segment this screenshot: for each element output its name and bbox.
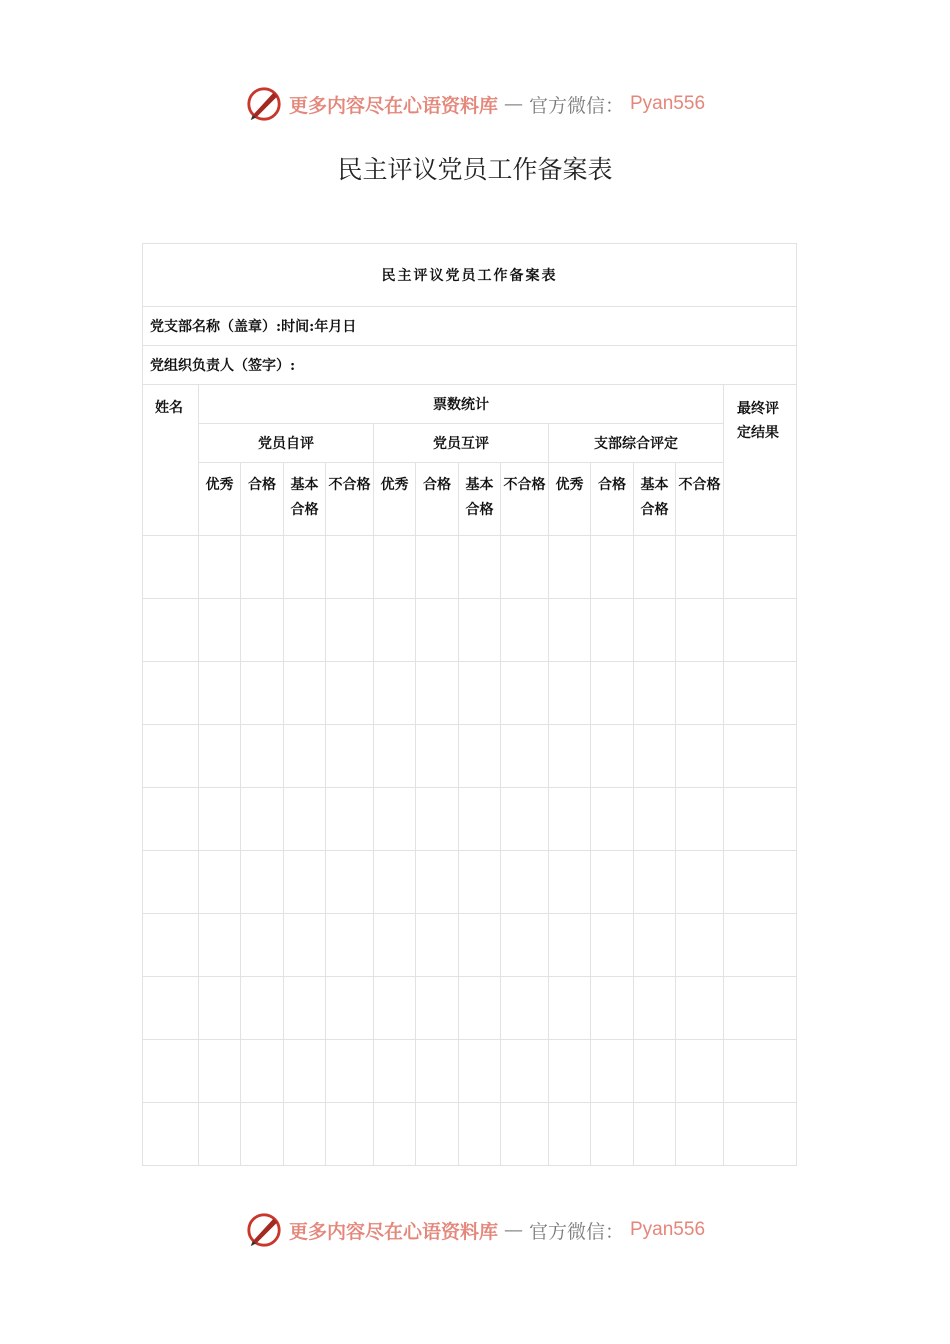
header-peer-review: 党员互评 (374, 424, 549, 463)
table-row (143, 788, 797, 851)
table-cell[interactable] (284, 1103, 326, 1166)
table-row (143, 1040, 797, 1103)
table-cell[interactable] (501, 536, 549, 599)
table-cell[interactable] (416, 1103, 459, 1166)
table-cell[interactable] (416, 977, 459, 1040)
table-cell[interactable] (241, 788, 284, 851)
table-cell[interactable] (241, 725, 284, 788)
grade-excellent: 优秀 (199, 463, 241, 536)
table-cell[interactable] (501, 1040, 549, 1103)
table-cell[interactable] (459, 1103, 501, 1166)
data-rows (143, 536, 797, 1166)
table-cell[interactable] (199, 914, 241, 977)
table-cell[interactable] (374, 788, 416, 851)
grade-basic-qualified: 基本合格 (634, 463, 676, 536)
table-cell[interactable] (549, 1103, 591, 1166)
table-cell[interactable] (416, 914, 459, 977)
table-cell[interactable] (326, 788, 374, 851)
table-cell[interactable] (374, 914, 416, 977)
table-row (143, 1103, 797, 1166)
table-cell[interactable] (374, 599, 416, 662)
table-cell[interactable] (634, 914, 676, 977)
header-final-result: 最终评定结果 (724, 385, 797, 536)
header-self-review: 党员自评 (199, 424, 374, 463)
table-cell[interactable] (501, 788, 549, 851)
table-cell[interactable] (241, 662, 284, 725)
table-cell[interactable] (591, 599, 634, 662)
table-row (143, 536, 797, 599)
form-title: 民主评议党员工作备案表 (143, 244, 797, 307)
table-cell[interactable] (724, 977, 797, 1040)
table-cell[interactable] (241, 851, 284, 914)
table-cell[interactable] (416, 1040, 459, 1103)
grade-unqualified: 不合格 (326, 463, 374, 536)
table-row (143, 977, 797, 1040)
table-cell[interactable] (241, 1040, 284, 1103)
table-cell[interactable] (724, 725, 797, 788)
table-cell[interactable] (724, 1103, 797, 1166)
table-cell[interactable] (241, 1103, 284, 1166)
table-cell[interactable] (549, 977, 591, 1040)
table-cell[interactable] (326, 725, 374, 788)
table-cell[interactable] (459, 851, 501, 914)
table-cell[interactable] (676, 662, 724, 725)
table-cell[interactable] (501, 662, 549, 725)
table-cell[interactable] (241, 914, 284, 977)
table-cell[interactable] (549, 662, 591, 725)
table-cell[interactable] (634, 977, 676, 1040)
grade-basic-qualified: 基本合格 (459, 463, 501, 536)
table-cell[interactable] (459, 599, 501, 662)
table-cell[interactable] (284, 662, 326, 725)
table-cell[interactable] (634, 1103, 676, 1166)
table-cell[interactable] (549, 599, 591, 662)
table-cell[interactable] (374, 662, 416, 725)
table-cell[interactable] (634, 788, 676, 851)
grade-qualified: 合格 (416, 463, 459, 536)
table-cell[interactable] (676, 536, 724, 599)
table-cell[interactable] (459, 1040, 501, 1103)
table-cell[interactable] (284, 977, 326, 1040)
table-cell[interactable] (549, 725, 591, 788)
banner-dash: — (503, 1219, 523, 1241)
table-cell[interactable] (634, 662, 676, 725)
table-cell[interactable] (284, 851, 326, 914)
table-cell[interactable] (591, 536, 634, 599)
branch-name-line[interactable]: 党支部名称（盖章）:时间:年月日 (143, 307, 797, 346)
table-cell[interactable] (374, 851, 416, 914)
table-cell[interactable] (326, 914, 374, 977)
grade-unqualified: 不合格 (676, 463, 724, 536)
table-cell[interactable] (416, 851, 459, 914)
table-cell[interactable] (591, 1103, 634, 1166)
header-banner (0, 84, 950, 124)
table-cell[interactable] (549, 851, 591, 914)
table-cell[interactable] (284, 1040, 326, 1103)
header-branch-review: 支部综合评定 (549, 424, 724, 463)
record-form-table (142, 243, 797, 1166)
table-cell[interactable] (501, 851, 549, 914)
table-cell[interactable] (676, 851, 724, 914)
table-cell[interactable] (501, 977, 549, 1040)
grade-basic-qualified: 基本合格 (284, 463, 326, 536)
table-cell[interactable] (143, 977, 199, 1040)
table-cell[interactable] (591, 725, 634, 788)
table-cell[interactable] (634, 1040, 676, 1103)
table-cell[interactable] (199, 788, 241, 851)
table-row (143, 725, 797, 788)
table-cell[interactable] (143, 725, 199, 788)
table-cell[interactable] (284, 914, 326, 977)
table-cell[interactable] (501, 1103, 549, 1166)
table-cell[interactable] (459, 725, 501, 788)
table-cell[interactable] (416, 662, 459, 725)
footer-banner (0, 1210, 950, 1250)
table-cell[interactable] (374, 536, 416, 599)
table-cell[interactable] (199, 1103, 241, 1166)
table-cell[interactable] (416, 599, 459, 662)
table-cell[interactable] (199, 977, 241, 1040)
table-cell[interactable] (326, 599, 374, 662)
table-cell[interactable] (459, 662, 501, 725)
table-cell[interactable] (241, 599, 284, 662)
table-cell[interactable] (326, 662, 374, 725)
table-cell[interactable] (724, 914, 797, 977)
table-cell[interactable] (143, 851, 199, 914)
grade-excellent: 优秀 (374, 463, 416, 536)
banner-wechat-label: 官方微信： (528, 1220, 624, 1243)
banner-wechat-id: Pyan556 (630, 1219, 706, 1240)
table-cell[interactable] (326, 977, 374, 1040)
table-cell[interactable] (459, 914, 501, 977)
table-cell[interactable] (724, 788, 797, 851)
pen-logo-icon (245, 1211, 283, 1249)
banner-dash: — (503, 93, 523, 115)
table-cell[interactable] (459, 536, 501, 599)
table-cell[interactable] (143, 599, 199, 662)
table-cell[interactable] (143, 1103, 199, 1166)
table-cell[interactable] (676, 599, 724, 662)
table-cell[interactable] (676, 1103, 724, 1166)
table-cell[interactable] (143, 1040, 199, 1103)
table-cell[interactable] (326, 851, 374, 914)
table-cell[interactable] (549, 1040, 591, 1103)
table-cell[interactable] (634, 725, 676, 788)
table-cell[interactable] (501, 599, 549, 662)
table-cell[interactable] (591, 977, 634, 1040)
table-cell[interactable] (676, 788, 724, 851)
table-cell[interactable] (199, 725, 241, 788)
table-cell[interactable] (199, 1040, 241, 1103)
table-cell[interactable] (634, 536, 676, 599)
table-cell[interactable] (284, 599, 326, 662)
table-row (143, 851, 797, 914)
table-cell[interactable] (199, 536, 241, 599)
table-cell[interactable] (591, 788, 634, 851)
table-row (143, 914, 797, 977)
table-cell[interactable] (199, 851, 241, 914)
table-cell[interactable] (416, 788, 459, 851)
banner-wechat-label: 官方微信： (528, 94, 624, 117)
table-cell[interactable] (241, 977, 284, 1040)
table-cell[interactable] (374, 1040, 416, 1103)
grade-qualified: 合格 (591, 463, 634, 536)
leader-signature-line[interactable]: 党组织负责人（签字）: (143, 346, 797, 385)
table-cell[interactable] (724, 1040, 797, 1103)
table-cell[interactable] (591, 914, 634, 977)
table-cell[interactable] (326, 1103, 374, 1166)
table-cell[interactable] (501, 725, 549, 788)
table-cell[interactable] (676, 1040, 724, 1103)
table-cell[interactable] (676, 977, 724, 1040)
table-cell[interactable] (284, 788, 326, 851)
table-cell[interactable] (241, 536, 284, 599)
banner-text: 更多内容尽在心语资料库 (288, 1220, 498, 1243)
table-cell[interactable] (199, 662, 241, 725)
table-cell[interactable] (199, 599, 241, 662)
table-cell[interactable] (501, 914, 549, 977)
table-cell[interactable] (284, 536, 326, 599)
table-cell[interactable] (416, 725, 459, 788)
table-cell[interactable] (591, 851, 634, 914)
table-cell[interactable] (374, 725, 416, 788)
banner-wechat-id: Pyan556 (630, 93, 706, 114)
pen-logo-icon (245, 85, 283, 123)
table-cell[interactable] (634, 851, 676, 914)
table-cell[interactable] (326, 536, 374, 599)
table-cell[interactable] (374, 977, 416, 1040)
table-row (143, 662, 797, 725)
table-cell[interactable] (143, 914, 199, 977)
table-cell[interactable] (724, 851, 797, 914)
table-cell[interactable] (143, 788, 199, 851)
grade-unqualified: 不合格 (501, 463, 549, 536)
grade-qualified: 合格 (241, 463, 284, 536)
table-row (143, 599, 797, 662)
grade-excellent: 优秀 (549, 463, 591, 536)
table-cell[interactable] (634, 599, 676, 662)
table-cell[interactable] (724, 599, 797, 662)
table-cell[interactable] (549, 788, 591, 851)
document-title: 民主评议党员工作备案表 (337, 155, 613, 184)
table-cell[interactable] (591, 662, 634, 725)
table-cell[interactable] (284, 725, 326, 788)
table-cell[interactable] (676, 914, 724, 977)
table-cell[interactable] (724, 536, 797, 599)
table-cell[interactable] (143, 662, 199, 725)
header-vote-stats: 票数统计 (199, 385, 724, 424)
table-cell[interactable] (459, 788, 501, 851)
table-cell[interactable] (549, 536, 591, 599)
table-cell[interactable] (326, 1040, 374, 1103)
table-cell[interactable] (374, 1103, 416, 1166)
table-cell[interactable] (459, 977, 501, 1040)
table-cell[interactable] (591, 1040, 634, 1103)
table-cell[interactable] (724, 662, 797, 725)
table-cell[interactable] (143, 536, 199, 599)
header-name: 姓名 (143, 385, 199, 536)
table-cell[interactable] (676, 725, 724, 788)
table-cell[interactable] (416, 536, 459, 599)
table-cell[interactable] (549, 914, 591, 977)
banner-text: 更多内容尽在心语资料库 (288, 94, 498, 117)
